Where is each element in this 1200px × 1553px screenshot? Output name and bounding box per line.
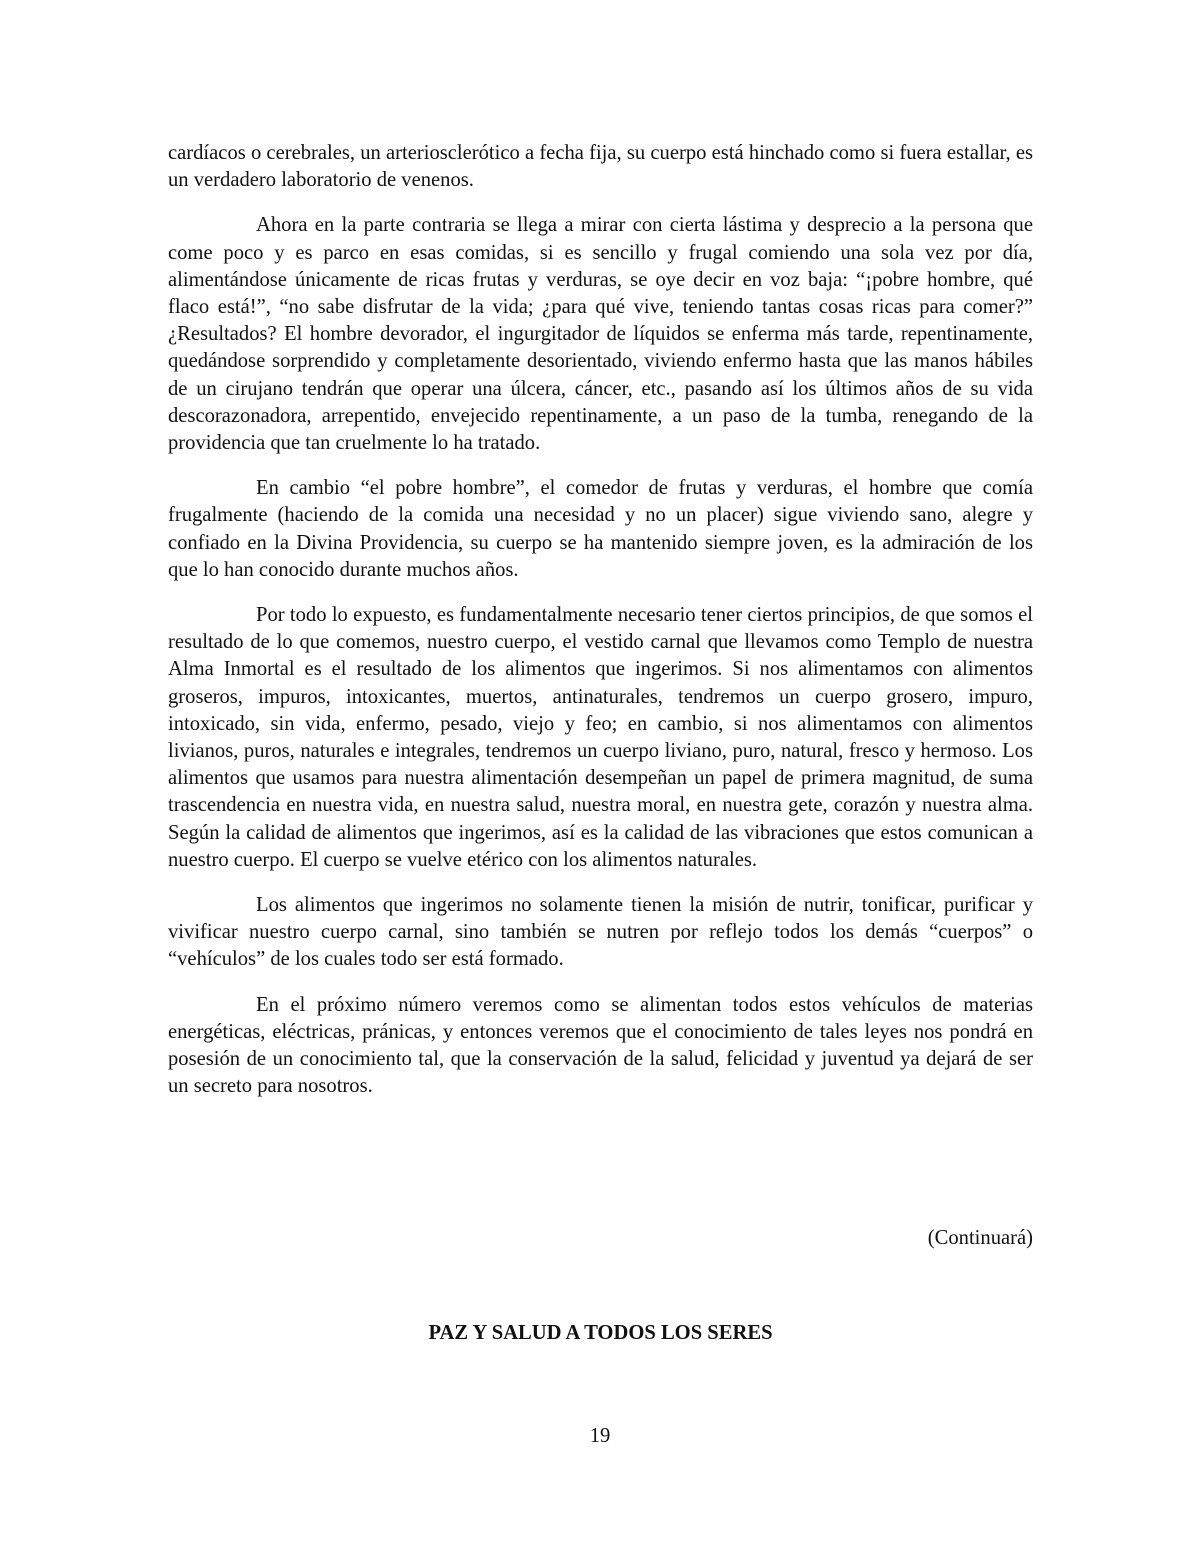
paragraph-1: cardíacos o cerebrales, un arteriosclerótico a fecha fija, su cuerpo está hinchado como si fuera estallar, es un verdadero laboratorio de venenos. <box>168 142 1033 192</box>
paragraph-3: En cambio “el pobre hombre”, el comedor de frutas y verduras, el hombre que comía frugalmente (haciendo de la comida una necesidad y no un placer) sigue viviendo sano, alegre y confiado en la Divina Providencia, su cuerpo se ha mantenido siempre joven, es la admiración de los que lo han conocido durante muchos años. <box>168 477 1033 581</box>
continuation-note: (Continuará) <box>927 1227 1033 1249</box>
page-number: 19 <box>589 1425 611 1447</box>
closing-heading: PAZ Y SALUD A TODOS LOS SERES <box>428 1322 773 1344</box>
paragraph-5: Los alimentos que ingerimos no solamente tienen la misión de nutrir, tonificar, purificar y vivificar nuestro cuerpo carnal, sino también se nutren por reflejo todos los demás “cuerpos” o “vehículos” de los cuales todo ser está formado. <box>168 894 1033 971</box>
paragraph-2: Ahora en la parte contraria se llega a mirar con cierta lástima y desprecio a la persona que come poco y es parco en esas comidas, si es sencillo y frugal comiendo una sola vez por día, alimentándose únicamente de ricas frutas y verduras, se oye decir en voz baja: “¡pobre hombre, qué flaco está!”, “no sabe disfrutar de la vida; ¿para qué vive, teniendo tantas cosas ricas para comer?” ¿Resultados? El hombre devorador, el ingurgitador de líquidos se enferma más tarde, repentinamente, quedándose sorprendido y completamente desorientado, viviendo enfermo hasta que las manos hábiles de un cirujano tendrán que operar una úlcera, cáncer, etc., pasando así los últimos años de su vida descorazonadora, arrepentido, envejecido repentinamente, a un paso de la tumba, renegando de la providencia que tan cruelmente lo ha tratado. <box>168 214 1033 455</box>
paragraph-4: Por todo lo expuesto, es fundamentalmente necesario tener ciertos principios, de que somos el resultado de lo que comemos, nuestro cuerpo, el vestido carnal que llevamos como Templo de nuestra Alma Inmortal es el resultado de los alimentos que ingerimos. Si nos alimentamos con alimentos groseros, impuros, intoxicantes, muertos, antinaturales, tendremos un cuerpo grosero, impuro, intoxicado, sin vida, enfermo, pesado, viejo y feo; en cambio, si nos alimentamos con alimentos livianos, puros, naturales e integrales, tendremos un cuerpo liviano, puro, natural, fresco y hermoso. Los alimentos que usamos para nuestra alimentación desempeñan un papel de primera magnitud, de suma trascendencia en nuestra vida, en nuestra salud, nuestra moral, en nuestra gete, corazón y nuestra alma. Según la calidad de alimentos que ingerimos, así es la calidad de las vibraciones que estos comunican a nuestro cuerpo. El cuerpo se vuelve etérico con los alimentos naturales. <box>168 604 1033 871</box>
paragraph-6: En el próximo número veremos como se alimentan todos estos vehículos de materias energéticas, eléctricas, pránicas, y entonces veremos que el conocimiento de tales leyes nos pondrá en posesión de un conocimiento tal, que la conservación de la salud, felicidad y juventud ya dejará de ser un secreto para nosotros. <box>168 993 1033 1098</box>
page-body <box>168 140 1033 1344</box>
